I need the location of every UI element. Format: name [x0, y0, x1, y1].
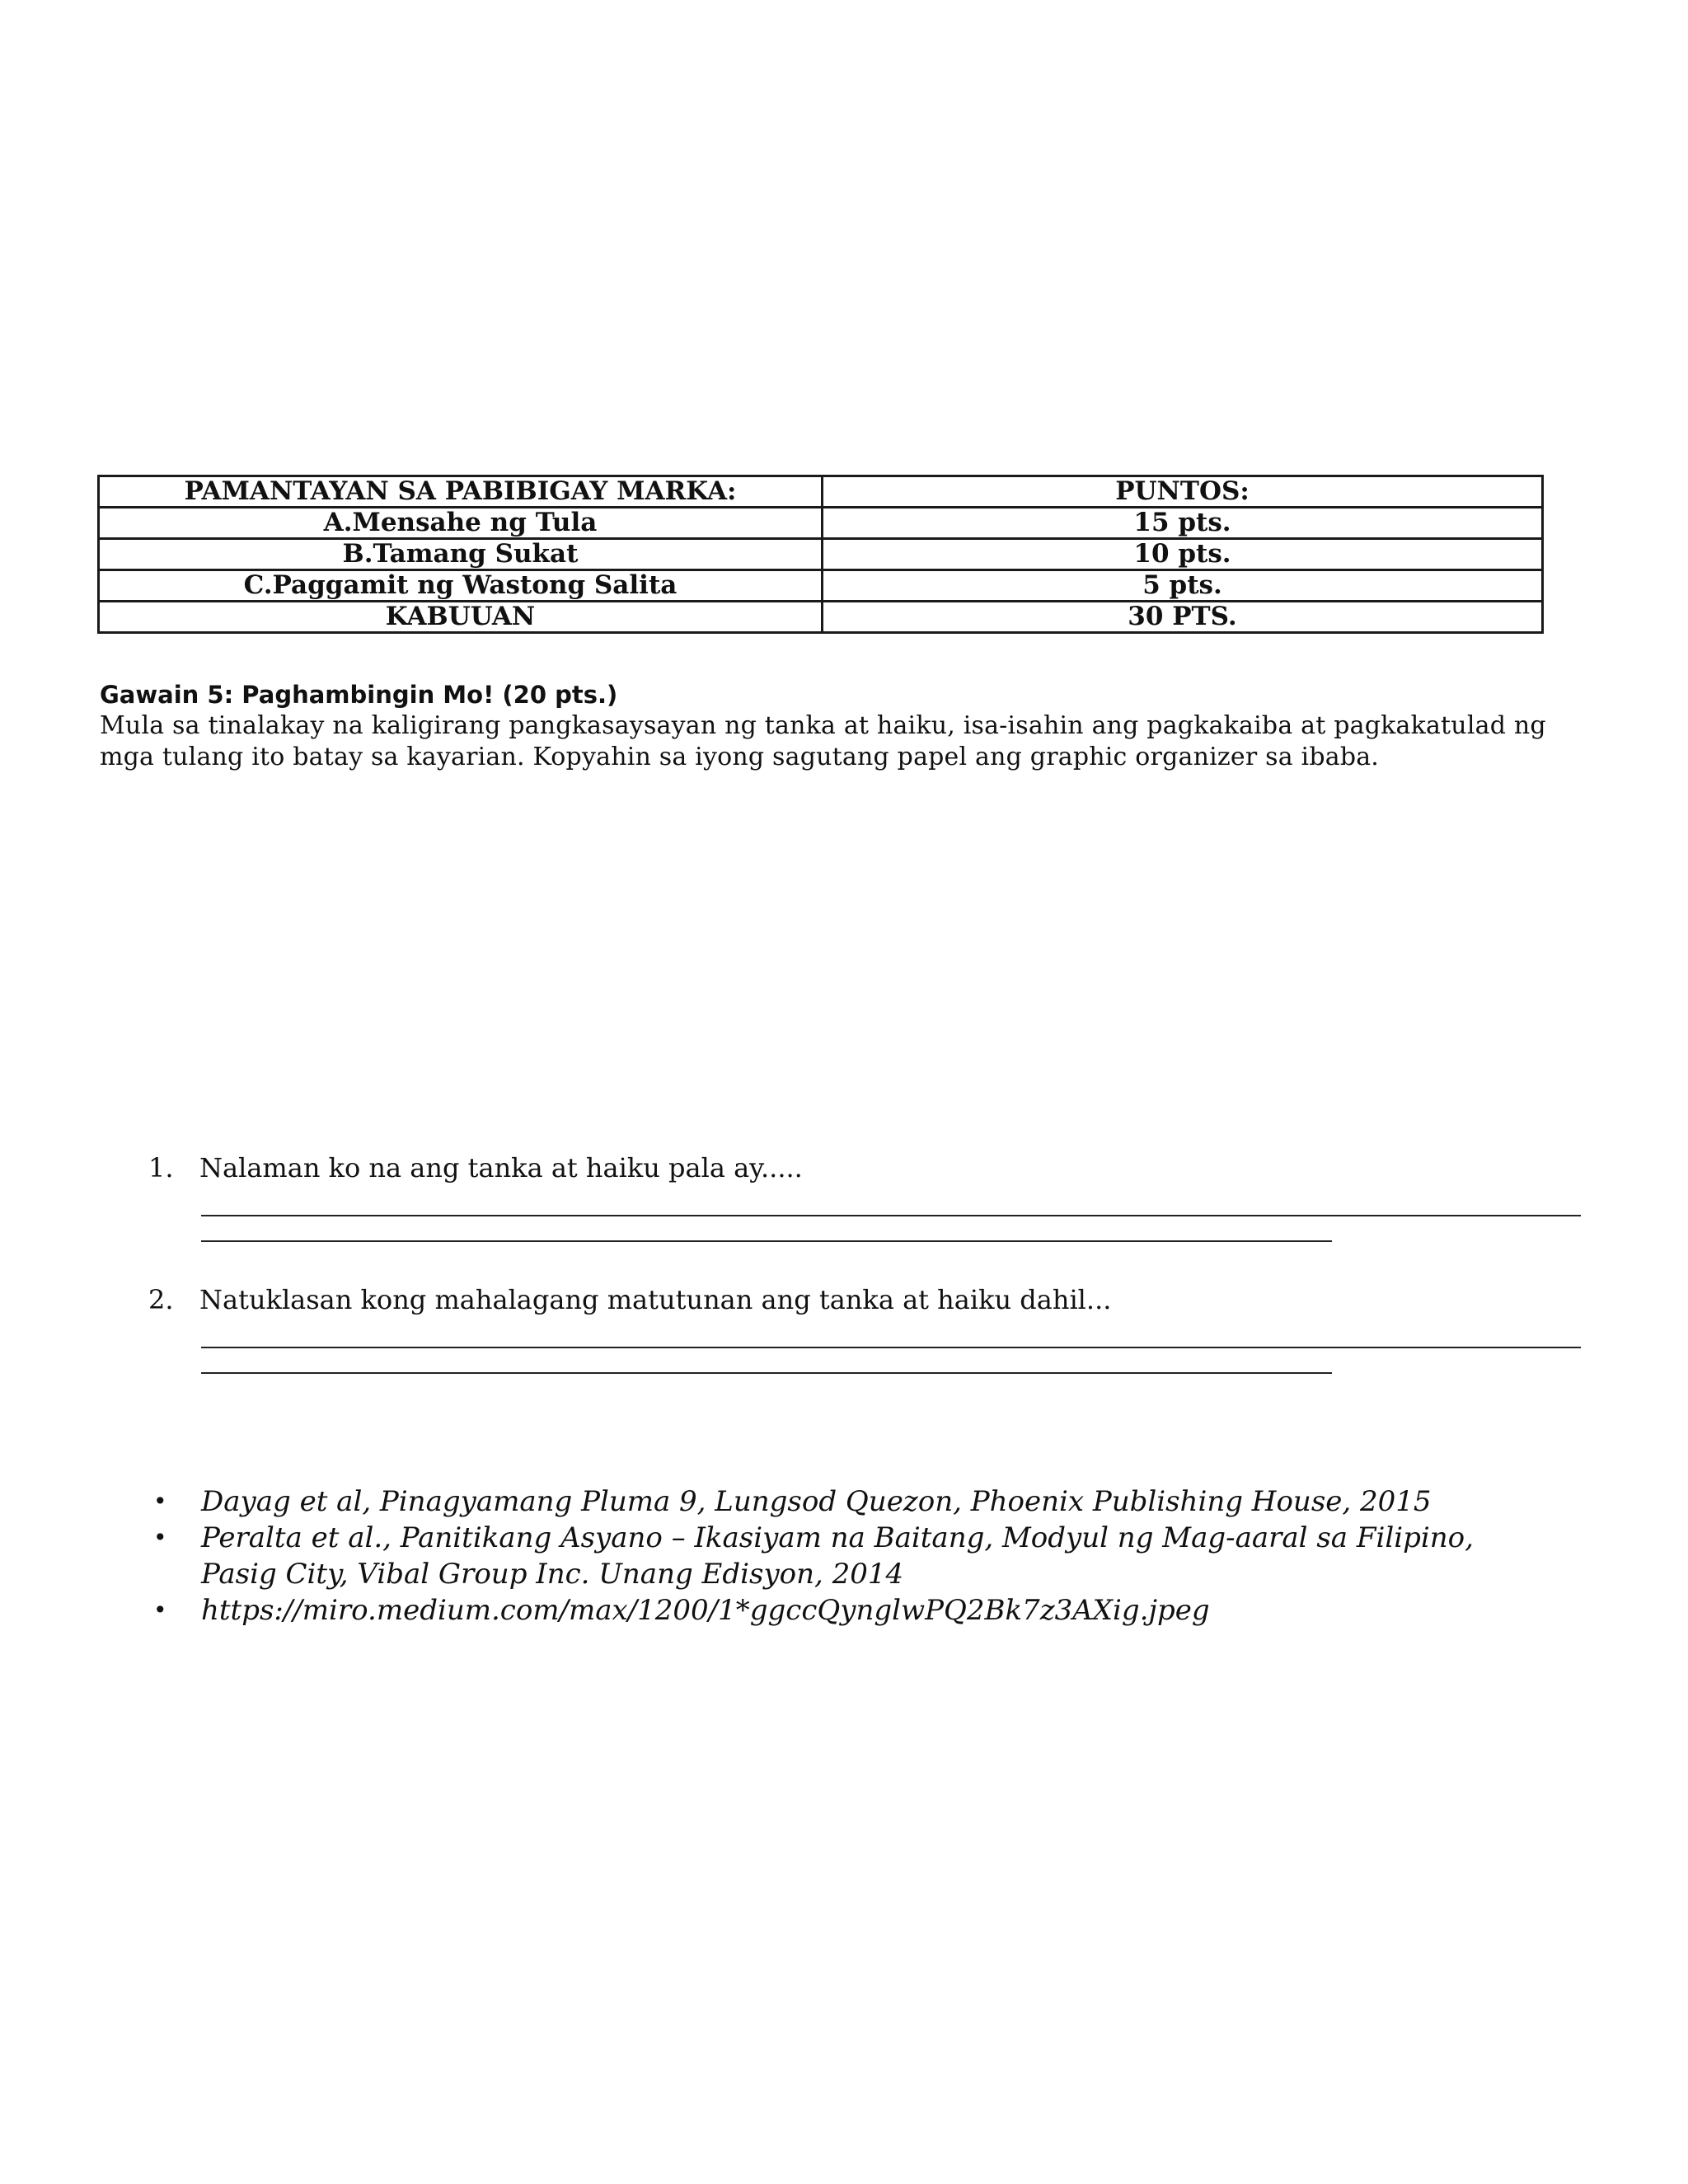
rubric-points-cell: 15 pts.: [823, 508, 1543, 539]
prompt-number: 1.: [148, 1152, 174, 1183]
prompt-text: Natuklasan kong mahalagang matutunan ang tanka at haiku dahil...: [199, 1284, 1112, 1315]
list-item: [148, 1592, 1550, 1629]
rubric-criteria-cell: B.Tamang Sukat: [99, 539, 823, 570]
rubric-criteria-cell: A.Mensahe ng Tula: [99, 508, 823, 539]
list-item: [148, 1483, 1550, 1520]
reflection-prompt: [148, 1150, 1591, 1186]
list-item: [148, 1520, 1550, 1592]
activity-title: Gawain 5: Paghambingin Mo! (20 pts.): [100, 681, 618, 709]
answer-line: [201, 1240, 1332, 1242]
rubric-points-cell: 5 pts.: [823, 570, 1543, 602]
reference-text: Dayag et al, Pinagyamang Pluma 9, Lungsod Quezon, Phoenix Publishing House, 2015: [201, 1485, 1432, 1518]
bullet-icon: •: [153, 1596, 167, 1624]
table-row: [99, 570, 1543, 602]
reflection-prompt: [148, 1282, 1591, 1318]
reference-link: https://miro.medium.com/max/1200/1*ggccQynglwPQ2Bk7z3AXig.jpeg: [201, 1594, 1210, 1627]
rubric-criteria-cell: C.Paggamit ng Wastong Salita: [99, 570, 823, 602]
answer-line: [201, 1215, 1581, 1216]
bullet-icon: •: [153, 1488, 167, 1515]
rubric-total-points: 30 PTS.: [823, 602, 1543, 633]
prompt-text: Nalaman ko na ang tanka at haiku pala ay.....: [199, 1152, 803, 1183]
rubric-points-cell: 10 pts.: [823, 539, 1543, 570]
activity-section: [100, 679, 1567, 773]
rubric-total-label: KABUUAN: [99, 602, 823, 633]
answer-line: [201, 1347, 1581, 1348]
table-row: [99, 539, 1543, 570]
rubric-header-criteria: PAMANTAYAN SA PABIBIGAY MARKA:: [99, 476, 823, 508]
bullet-icon: •: [153, 1524, 167, 1551]
rubric-table: [97, 475, 1544, 634]
prompt-number: 2.: [148, 1284, 174, 1315]
reference-text: Peralta et al., Panitikang Asyano – Ikasiyam na Baitang, Modyul ng Mag-aaral sa Filipino, Pasig City, Vibal Group Inc. Unang Edisyon, 2014: [201, 1521, 1474, 1591]
rubric-header-row: [99, 476, 1543, 508]
rubric-total-row: [99, 602, 1543, 633]
activity-instructions: Mula sa tinalakay na kaligirang pangkasaysayan ng tanka at haiku, isa-isahin ang pagkakaiba at pagkakatulad ng mga tulang ito batay sa kayarian. Kopyahin sa iyong sagutang papel ang graphic organizer sa ibaba.: [100, 711, 1546, 771]
reference-list: [148, 1483, 1550, 1629]
rubric-header-points: PUNTOS:: [823, 476, 1543, 508]
answer-line: [201, 1372, 1332, 1374]
table-row: [99, 508, 1543, 539]
